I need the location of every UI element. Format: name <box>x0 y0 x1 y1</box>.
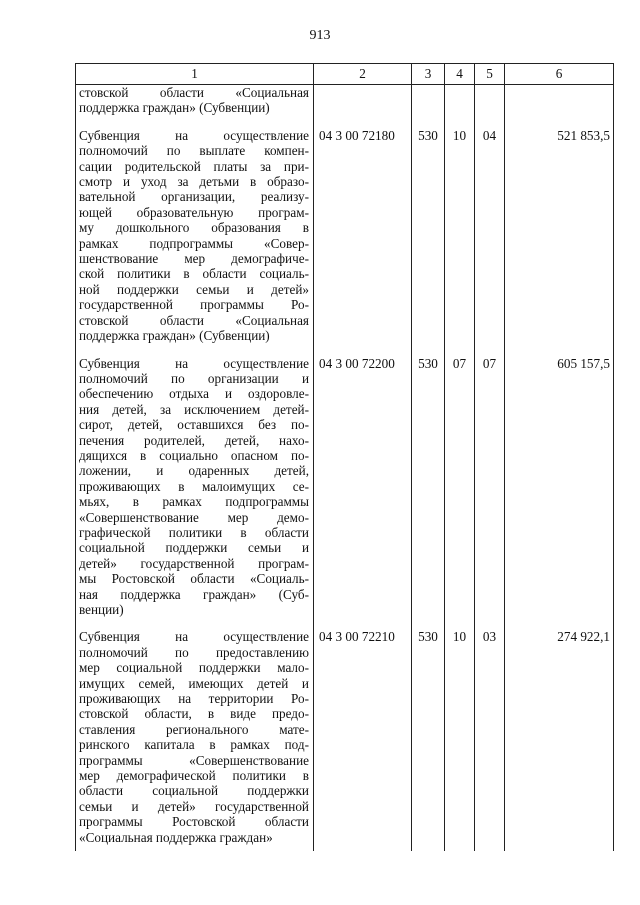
description-line: полномочий по организации и <box>79 370 309 386</box>
description-line: поддержка граждан» (Субвенции) <box>79 328 270 344</box>
description-line: мер социальной поддержки мало- <box>79 660 309 676</box>
row-description <box>76 85 314 122</box>
description-line: венции) <box>79 602 124 617</box>
row-expense-type <box>412 85 445 122</box>
description-line: социальной поддержки семьи и <box>79 540 309 556</box>
row-expense-type: 530 <box>412 350 445 624</box>
description-line: имущих семей, имеющих детей и <box>79 675 309 691</box>
description-line: му дошкольного образования в <box>79 220 309 236</box>
row-expense-type: 530 <box>412 623 445 851</box>
row-section: 10 <box>445 122 475 350</box>
table-row <box>76 122 614 350</box>
description-line: программы «Совершенствование <box>79 752 309 768</box>
description-line: Субвенция на осуществление <box>79 355 309 371</box>
row-code: 04 3 00 72180 <box>314 122 412 350</box>
description-line: вательной организации, реализу- <box>79 189 309 205</box>
description-line: детей» государственной програм- <box>79 555 309 571</box>
description-line: шенствование мер демографиче- <box>79 251 309 267</box>
description-line: обеспечению отдыха и оздоровле- <box>79 386 309 402</box>
row-section: 07 <box>445 350 475 624</box>
row-amount: 521 853,5 <box>505 122 614 350</box>
description-line: ложении, и одаренных детей, <box>79 463 309 479</box>
table-header <box>76 64 614 85</box>
description-line: печения родителей, детей, нахо- <box>79 432 309 448</box>
row-expense-type: 530 <box>412 122 445 350</box>
row-description <box>76 623 314 851</box>
description-line: ная поддержка граждан» (Суб- <box>79 586 309 602</box>
row-section: 10 <box>445 623 475 851</box>
description-line: полномочий по выплате компен- <box>79 143 309 159</box>
description-line: мер демографической политики в <box>79 768 309 784</box>
description-line: рамках подпрограммы «Совер- <box>79 235 309 251</box>
row-description <box>76 350 314 624</box>
row-amount <box>505 85 614 122</box>
description-line: сации родительской платы за при- <box>79 158 309 174</box>
description-line: ния детей, за исключением детей- <box>79 401 309 417</box>
row-description <box>76 122 314 350</box>
description-line: смотр и уход за детьми в образо- <box>79 174 309 190</box>
description-line: области социальной поддержки <box>79 783 309 799</box>
description-line: Субвенция на осуществление <box>79 629 309 645</box>
budget-table <box>75 63 614 851</box>
description-line: «Социальная поддержка граждан» <box>79 829 273 845</box>
description-line: ставления регионального мате- <box>79 721 309 737</box>
row-subsection: 04 <box>475 122 505 350</box>
row-amount: 274 922,1 <box>505 623 614 851</box>
column-header-code: 2 <box>314 64 412 85</box>
description-line: сирот, детей, оставшихся без по- <box>79 417 309 433</box>
description-line: «Совершенствование мер демо- <box>79 509 309 525</box>
description-line: ной поддержки семьи и детей» <box>79 281 309 297</box>
table-body <box>76 85 614 852</box>
column-header-5: 5 <box>475 64 505 85</box>
row-amount: 605 157,5 <box>505 350 614 624</box>
row-code: 04 3 00 72210 <box>314 623 412 851</box>
description-line: стовской области «Социальная <box>79 312 309 328</box>
description-line: стовской области, в виде предо- <box>79 706 309 722</box>
column-header-name: 1 <box>76 64 314 85</box>
table-row <box>76 623 614 851</box>
column-header-4: 4 <box>445 64 475 85</box>
column-header-3: 3 <box>412 64 445 85</box>
row-subsection <box>475 85 505 122</box>
description-line: поддержка граждан» (Субвенции) <box>79 100 270 116</box>
table-row <box>76 350 614 624</box>
description-line: проживающих в малоимущих се- <box>79 478 309 494</box>
row-section <box>445 85 475 122</box>
description-line: стовской области «Социальная <box>79 85 309 100</box>
description-line: ской политики в области социаль- <box>79 266 309 282</box>
description-line: графической политики в области <box>79 524 309 540</box>
description-line: мы Ростовской области «Социаль- <box>79 571 309 587</box>
page-number: 913 <box>309 28 331 43</box>
description-line: семьи и детей» государственной <box>79 798 309 814</box>
description-line: государственной программы Ро- <box>79 297 309 313</box>
description-line: проживающих на территории Ро- <box>79 691 309 707</box>
description-line: ющей образовательную програм- <box>79 204 309 220</box>
description-line: Субвенция на осуществление <box>79 127 309 143</box>
row-code: 04 3 00 72200 <box>314 350 412 624</box>
table-row <box>76 85 614 122</box>
row-subsection: 07 <box>475 350 505 624</box>
description-line: ринского капитала в рамках под- <box>79 737 309 753</box>
description-line: дящихся в социально опасном по- <box>79 447 309 463</box>
row-code <box>314 85 412 122</box>
column-header-amount: 6 <box>505 64 614 85</box>
row-subsection: 03 <box>475 623 505 851</box>
description-line: программы Ростовской области <box>79 814 309 830</box>
description-line: полномочий по предоставлению <box>79 644 309 660</box>
description-line: мьях, в рамках подпрограммы <box>79 494 309 510</box>
